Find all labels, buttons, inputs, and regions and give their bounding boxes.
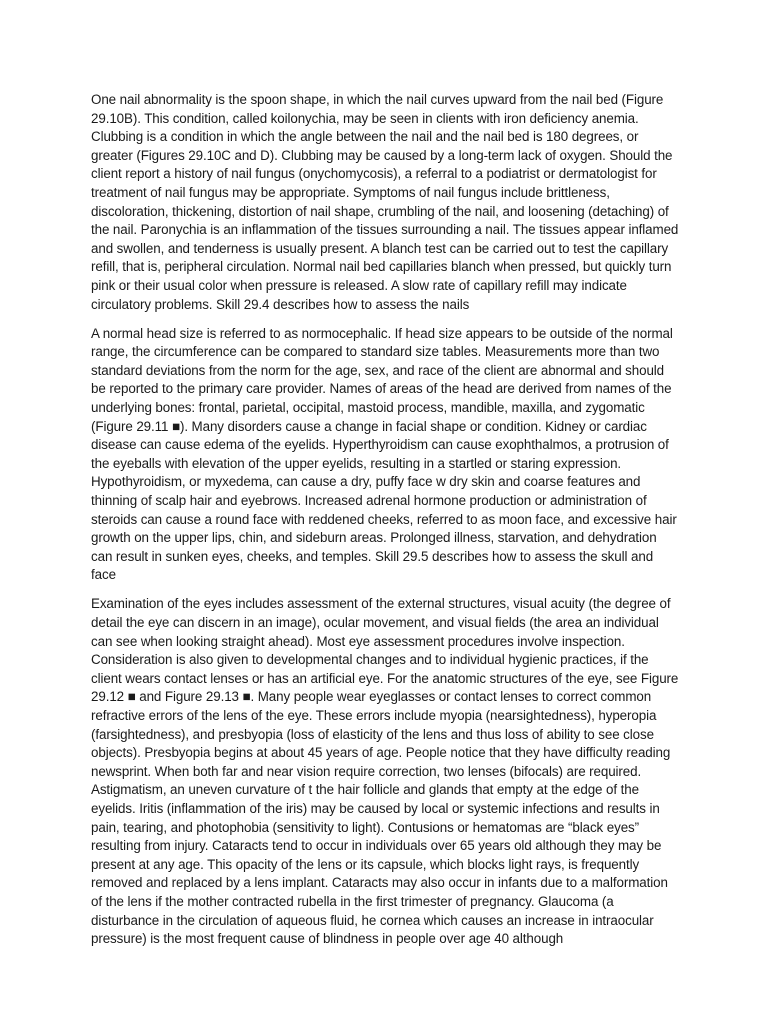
- paragraph-eyes: Examination of the eyes includes assessment of the external structures, visual acuity (the degree of detail the eye can discern in an image), ocular movement, and visual fields (the area an individual can see when looking straight ahead). Most eye assessment procedures involve inspection. Consideration is also given to developmental changes and to individual hygienic practices, if the client wears contact lenses or has an artificial eye. For the anatomic structures of the eye, see Figure 29.12 ■ and Figure 29.13 ■. Many people wear eyeglasses or contact lenses to correct common refractive errors of the lens of the eye. These errors include myopia (nearsightedness), hyperopia (farsightedness), and presbyopia (loss of elasticity of the lens and thus loss of ability to see close objects). Presbyopia begins at about 45 years of age. People notice that they have difficulty reading newsprint. When both far and near vision require correction, two lenses (bifocals) are required. Astigmatism, an uneven curvature of t the hair follicle and glands that empty at the edge of the eyelids. Iritis (inflammation of the iris) may be caused by local or systemic infections and results in pain, tearing, and photophobia (sensitivity to light). Contusions or hematomas are “black eyes” resulting from injury. Cataracts tend to occur in individuals over 65 years old although they may be present at any age. This opacity of the lens or its capsule, which blocks light rays, is frequently removed and replaced by a lens implant. Cataracts may also occur in infants due to a malformation of the lens if the mother contracted rubella in the first trimester of pregnancy. Glaucoma (a disturbance in the circulation of aqueous fluid, he cornea which causes an increase in intraocular pressure) is the most frequent cause of blindness in people over age 40 although: [91, 596, 679, 947]
- document-page: [91, 91, 679, 959]
- paragraph-nails: One nail abnormality is the spoon shape, in which the nail curves upward from the nail bed (Figure 29.10B). This condition, called koilonychia, may be seen in clients with iron deficiency anemia. Clubbing is a condition in which the angle between the nail and the nail bed is 180 degrees, or greater (Figures 29.10C and D). Clubbing may be caused by a long-term lack of oxygen. Should the client report a history of nail fungus (onychomycosis), a referral to a podiatrist or dermatologist for treatment of nail fungus may be appropriate. Symptoms of nail fungus include brittleness, discoloration, thickening, distortion of nail shape, crumbling of the nail, and loosening (detaching) of the nail. Paronychia is an inflammation of the tissues surrounding a nail. The tissues appear inflamed and swollen, and tenderness is usually present. A blanch test can be carried out to test the capillary refill, that is, peripheral circulation. Normal nail bed capillaries blanch when pressed, but quickly turn pink or their usual color when pressure is released. A slow rate of capillary refill may indicate circulatory problems. Skill 29.4 describes how to assess the nails: [91, 92, 679, 312]
- paragraph-head: A normal head size is referred to as normocephalic. If head size appears to be outside of the normal range, the circumference can be compared to standard size tables. Measurements more than two standard deviations from the norm for the age, sex, and race of the client are abnormal and should be reported to the primary care provider. Names of areas of the head are derived from names of the underlying bones: frontal, parietal, occipital, mastoid process, mandible, maxilla, and zygomatic (Figure 29.11 ■). Many disorders cause a change in facial shape or condition. Kidney or cardiac disease can cause edema of the eyelids. Hyperthyroidism can cause exophthalmos, a protrusion of the eyeballs with elevation of the upper eyelids, resulting in a startled or staring expression. Hypothyroidism, or myxedema, can cause a dry, puffy face w dry skin and coarse features and thinning of scalp hair and eyebrows. Increased adrenal hormone production or administration of steroids can cause a round face with reddened cheeks, referred to as moon face, and excessive hair growth on the upper lips, chin, and sideburn areas. Prolonged illness, starvation, and dehydration can result in sunken eyes, cheeks, and temples. Skill 29.5 describes how to assess the skull and face: [91, 325, 677, 583]
